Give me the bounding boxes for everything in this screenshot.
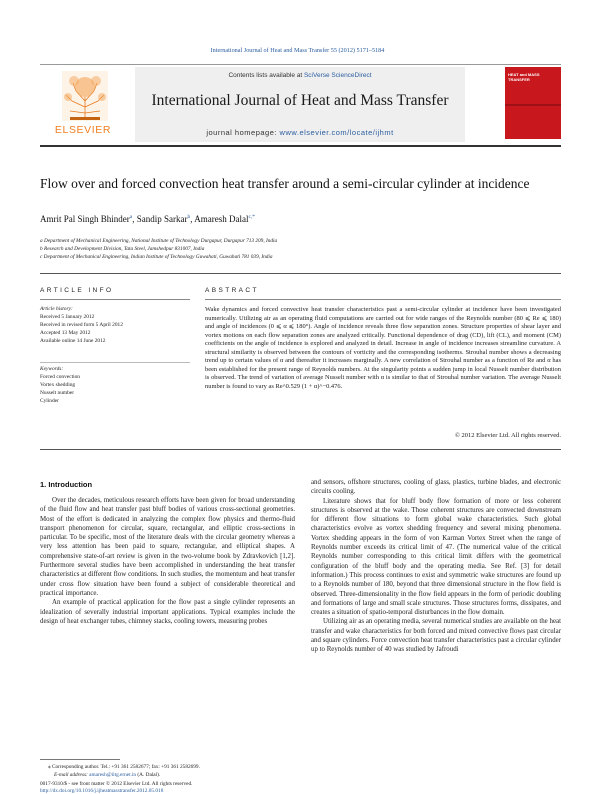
affiliation: b Research and Development Division, Tata Steel, Jamshedpur 831007, India [40,246,205,252]
history-item: Accepted 13 May 2012 [40,330,91,336]
cover-title: HEAT and MASS TRANSFER [508,72,540,82]
email-line [54,772,160,778]
header-top-rule [40,64,561,65]
section-divider [40,273,561,274]
affiliation: c Department of Mechanical Engineering, Indian Institute of Technology Guwahati, Guwahati 781 039, India [40,254,273,260]
body-paragraph: Literature shows that for bluff body flow formation of more or less coherent structures is observed at the wake. Those coherent structures are convected downstream for different flow situations to form global wake characteristics. Such global characteristics evolve as vortex shedding frequency and several mixing phenomena. Vortex shedding appears in the form of von Karman Vortex Street when the range of Reynolds number exceeds its critical limit of 47. (The numerical value of the critical Reynolds number corresponding to this critical limit differs with the geometrical configuration of the bluff body and the operating media. See Ref. [3] for detail information.) This process continues to exist and symmetric wake structures are found up to a Reynolds number of 180, beyond that three dimensional structure in the flow field is observed. Three-dimensionality in the flow field appears in the form of periodic doubling and formations of large and small scale structures. Those structures forms, dissipates, and creates a situation of spatio-temporal disturbances in the flow domain. [311,497,561,617]
body-paragraph: Over the decades, meticulous research efforts have been given for broad understanding of the fluid flow and heat transfer past bluff bodies of various cross-sectional geometries. Most of the effort is dedicated in analyzing the complex flow physics and thermo-fluid transport phenomenon for circular, square, rectangular, and elliptic cross-sections in particular. To be specific, most of the literature deals with the circular geometry whereas a very less attention has been paid to square, rectangular, and elliptical shapes. A comprehensive state-of-art review is given in the two-volume book by Zdravkovich [1,2]. Furthermore several studies have been accomplished in understanding the heat transfer characteristics at different flow conditions. In such studies, the momentum and heat transfer under cross flow situation have been found a subject of considerable theoretical and practical importance. [40,497,295,597]
section-divider [40,449,561,450]
history-item: Available online 14 June 2012 [40,338,106,344]
article-info-heading: ARTICLE INFO [40,287,114,294]
affiliation-mark[interactable]: a [129,214,133,220]
article-info-subrule [40,362,190,363]
history-item: Received 5 January 2012 [40,314,95,320]
abstract-heading: ABSTRACT [205,287,259,294]
article-title: Flow over and forced convection heat transfer around a semi-circular cylinder at incidence [40,176,530,191]
sciencedirect-link[interactable]: SciVerse ScienceDirect [303,72,372,79]
email-link[interactable]: amaresh@iitg.ernet.in [89,772,137,778]
email-suffix: (A. Dalal). [136,772,161,778]
journal-citation[interactable]: International Journal of Heat and Mass Transfer 55 (2012) 5171–5184 [210,47,385,54]
body-paragraph: An example of practical application for the flow past a single cylinder represents an idealization of severally industrial important applications. Typical examples include the design of heat exchanger tubes, chimney stacks, cooling towers, measuring probes [40,599,295,625]
body-column-right [311,478,561,655]
keywords-label: Keywords: [40,366,64,372]
abstract-rule [205,299,561,300]
author-name: Amrit Pal Singh Bhinder [40,214,130,224]
corresponding-author-note: ⁎ Corresponding author. Tel.: +91 361 2582677; fax: +91 361 2582699. [48,764,200,770]
author-name: Sandip Sarkar [136,214,188,224]
footnote-rule [40,759,120,760]
affiliation-mark[interactable]: b [187,214,191,220]
homepage-prefix: journal homepage: [206,128,280,137]
history-item: Received in revised form 5 April 2012 [40,322,123,328]
journal-homepage-line [135,128,465,137]
affiliation: a Department of Mechanical Engineering, National Institute of Technology Durgapur, Durgapur 713 209, India [40,238,278,244]
article-info-rule [40,299,190,300]
doi-link[interactable] [40,788,163,794]
cover-stripe [505,104,561,106]
body-paragraph: Utilizing air as an operating media, several numerical studies are available on the heat transfer and wake characteristics for both forced and mixed convective flows past circular and square cylinders. Force convection heat transfer characteristics past a circular cylinder up to Reynolds number of 40 was studied by Jafroudi [311,618,561,654]
abstract-text: Wake dynamics and forced convective heat transfer characteristics past a semi-circular cylinder at incidence have been investigated numerically. Utilizing air as an operating fluid computations are carried out for wide ranges of the Reynolds number (80 ⩽ Re ⩽ 180) and angle of incidences (0 ⩽ α ⩽ 180°). Angle of incidence reveals three flow separation zones. Structure properties of shear layer and vortex motions on each flow separation zones are analyzed critically. Functional dependence of drag (CD), lift (CL), and moment (CM) coefficients on the angle of incidence is explored and analyzed in detail. Increase in angle of incidence increases streamline curvature. A structural similarity is observed between the contours of vorticity and the corresponding isotherms. Strouhal number shows a decreasing trend up to certain values of α and thereafter it increases marginally. A new correlation of Strouhal number as a function of Re and α has been established for the present range of Reynolds numbers. At the singularity points a sudden jump in local Nusselt number distribution is observed. The trend of variation of average Nusselt number with α is similar to that of Strouhal number variation. The average Nusselt number is found to vary as Re^0.529 (1 + α)^−0.476. [205,306,561,390]
homepage-link[interactable]: www.elsevier.com/locate/ijhmt [279,128,394,137]
body-paragraph: and sensors, offshore structures, cooling of glass, plastics, turbine blades, and electronic circuits cooling. [311,479,561,496]
email-label: E-mail address: [54,772,90,778]
history-label: Article history: [40,306,73,312]
keyword: Cylinder [40,398,59,404]
keyword: Vortex shedding [40,382,76,388]
elsevier-wordmark: ELSEVIER [54,124,112,136]
keyword: Forced convection [40,374,80,380]
issn-line: 0017-9310/$ - see front matter © 2012 Elsevier Ltd. All rights reserved. [40,781,193,787]
affiliation-mark[interactable]: c,* [248,214,256,220]
author-list: Amrit Pal Singh Bhinder$^a$, Sandip Sarkar$^b$, Amaresh Dalal$^{c,*}$ [40,214,256,224]
copyright-notice: © 2012 Elsevier Ltd. All rights reserved. [454,432,561,439]
doi-text[interactable]: http://dx.doi.org/10.1016/j.ijheatmasstransfer.2012.05.018 [40,788,164,794]
keyword: Nusselt number [40,390,74,396]
header-bottom-rule [40,145,561,147]
contents-available-line [135,72,465,79]
contents-prefix: Contents lists available at [228,72,304,79]
introduction-heading: 1. Introduction [40,480,93,489]
author-name: Amaresh Dalal [194,214,249,224]
body-column-left [40,496,295,626]
journal-title: International Journal of Heat and Mass Transfer [151,92,449,109]
